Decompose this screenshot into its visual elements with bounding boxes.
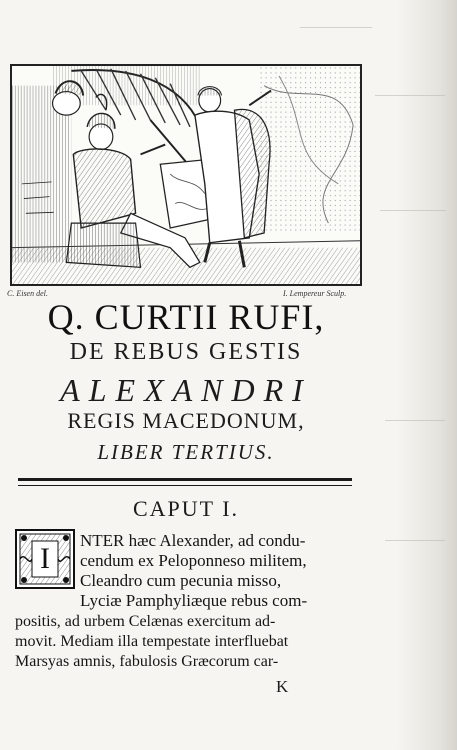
engraver-credit: I. Lempereur Sculp. — [283, 289, 347, 298]
catchword: K — [276, 677, 289, 696]
text-line: Cleandro cum pecunia misso, — [80, 571, 282, 590]
text-line: Marsyas amnis, fabulosis Græcorum car- — [15, 653, 279, 670]
bleed-through-mark — [300, 27, 372, 28]
text-line: cendum ex Peloponneso militem, — [80, 551, 307, 570]
bleed-through-mark — [375, 95, 445, 96]
page-gutter-shadow — [397, 0, 457, 750]
engraving-artwork — [12, 66, 360, 284]
engraving-illustration — [10, 64, 362, 286]
chapter-heading: CAPUT I. — [132, 496, 240, 521]
text-line: movit. Mediam illa tempestate interfluebat — [15, 633, 289, 650]
text-line: positis, ad urbem Celænas exercitum ad- — [15, 613, 276, 630]
bleed-through-mark — [385, 540, 445, 541]
text-line: Lyciæ Pamphyliæque rebus com- — [80, 591, 308, 610]
double-rule-divider — [18, 478, 352, 486]
bleed-through-mark — [385, 420, 445, 421]
title-work: DE REBUS GESTIS — [69, 339, 303, 365]
bleed-through-mark — [380, 210, 446, 211]
title-descriptor: REGIS MACEDONUM, — [67, 408, 305, 433]
illustrator-credit: C. Eisen del. — [7, 289, 48, 298]
text-line: NTER hæc Alexander, ad condu- — [80, 531, 306, 550]
title-subject: ALEXANDRI — [60, 372, 312, 408]
book-number: LIBER TERTIUS. — [97, 440, 275, 464]
title-author: Q. CURTII RUFI, — [47, 297, 325, 337]
decorated-initial — [15, 529, 75, 589]
initial-letter: I — [40, 542, 50, 575]
